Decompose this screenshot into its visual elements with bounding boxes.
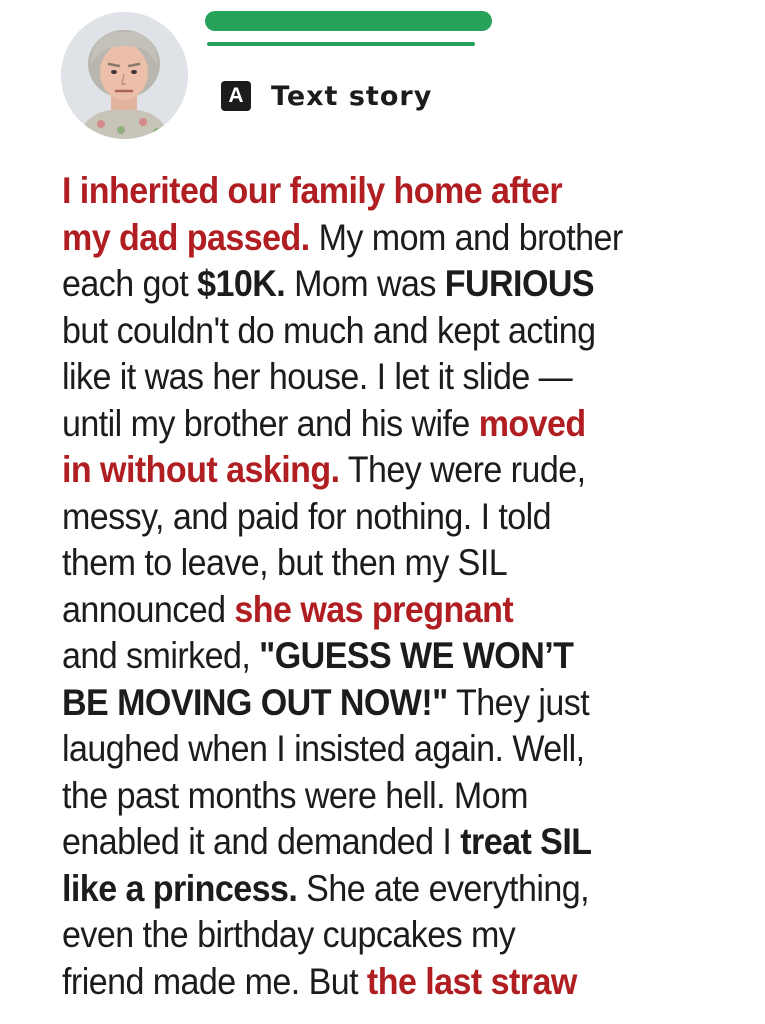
tag-label: Text story xyxy=(271,80,433,112)
story-line xyxy=(62,168,697,215)
story-line xyxy=(62,401,697,448)
story-type-tag xyxy=(221,80,432,112)
story-segment: She ate everything, xyxy=(297,867,590,909)
story-line xyxy=(62,866,697,913)
story-header xyxy=(0,0,765,150)
story-segment: My mom and brother xyxy=(309,216,623,258)
story-line xyxy=(62,354,697,401)
story-line xyxy=(62,308,697,355)
story-segment: treat SIL xyxy=(460,821,592,862)
story-segment: laughed when I insisted again. Well, xyxy=(62,728,585,769)
story-segment: enabled it and demanded I xyxy=(62,821,461,862)
story-segment: BE MOVING OUT NOW!" xyxy=(62,681,448,723)
story-segment: moved xyxy=(478,402,586,444)
story-line xyxy=(62,261,697,308)
story-line xyxy=(62,633,697,680)
tag-letter-icon: A xyxy=(221,81,251,111)
story-segment: but couldn't do much and kept acting xyxy=(62,309,596,351)
story-segment: the last straw xyxy=(366,960,577,1002)
story-segment: until my brother and his wife xyxy=(62,402,479,444)
green-underline-bar xyxy=(207,42,475,46)
story-line xyxy=(62,215,697,262)
story-segment: like it was her house. I let it slide — xyxy=(62,356,573,397)
story-segment: my dad passed. xyxy=(62,216,310,258)
story-line xyxy=(62,680,697,727)
story-line xyxy=(62,912,697,959)
story-segment: They were rude, xyxy=(339,449,586,490)
story-line xyxy=(62,447,697,494)
story-line xyxy=(62,587,697,634)
story-segment: $10K. xyxy=(197,263,286,304)
story-segment: messy, and paid for nothing. I told xyxy=(62,495,552,537)
story-segment: I inherited our family home after xyxy=(62,170,563,211)
story-segment: "GUESS WE WON’T xyxy=(259,635,574,676)
story-segment: the past months were hell. Mom xyxy=(62,774,528,816)
story-text xyxy=(62,168,697,1005)
story-segment: she was pregnant xyxy=(234,588,514,630)
story-line xyxy=(62,959,697,1006)
story-segment: in without asking. xyxy=(62,449,340,490)
story-segment: even the birthday cupcakes my xyxy=(62,914,516,955)
green-banner-bar xyxy=(205,11,492,31)
avatar xyxy=(61,12,188,139)
story-segment: announced xyxy=(62,588,235,630)
story-segment: and smirked, xyxy=(62,635,260,676)
story-segment: They just xyxy=(447,681,590,723)
story-line xyxy=(62,494,697,541)
story-segment: Mom was xyxy=(285,263,445,304)
story-segment: each got xyxy=(62,263,198,304)
story-line xyxy=(62,540,697,587)
story-segment: them to leave, but then my SIL xyxy=(62,542,508,583)
story-line xyxy=(62,819,697,866)
story-segment: like a princess. xyxy=(62,867,298,909)
story-segment: FURIOUS xyxy=(444,263,595,304)
story-line xyxy=(62,726,697,773)
story-line xyxy=(62,773,697,820)
story-segment: friend made me. But xyxy=(62,960,367,1002)
